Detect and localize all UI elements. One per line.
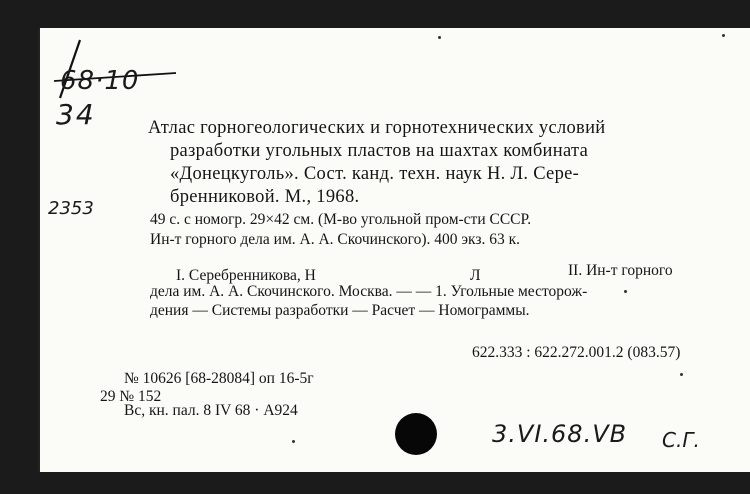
tracing-entry-1-initial: Л — [470, 267, 481, 284]
title-line-2: разработки угольных пластов на шахтах комбината — [170, 141, 589, 161]
handwritten-initials: С.Г. — [662, 428, 700, 452]
collation-line-1: 49 с. с номогр. 29×42 см. (М-во угольной пром-сти СССР. — [150, 211, 532, 228]
speck — [438, 36, 441, 39]
udc-classification: 622.333 : 622.272.001.2 (083.57) — [472, 344, 681, 361]
catalog-card — [38, 28, 750, 472]
tracing-entry-1: I. Серебренникова, Н — [176, 267, 316, 284]
service-line-1: № 10626 [68-28084] оп 16-5г — [124, 370, 314, 387]
speck — [624, 290, 627, 293]
speck — [680, 373, 683, 376]
service-line-2: 29 № 152 — [100, 388, 162, 405]
speck — [292, 440, 295, 443]
title-line-3: «Донецкуголь». Сост. канд. техн. наук Н. Л. Сере- — [170, 164, 580, 184]
title-line-1: Атлас горногеологических и горнотехнических условий — [148, 118, 606, 138]
tracing-line-3: дения — Системы разработки — Расчет — Номограммы. — [150, 302, 530, 319]
call-number-bottom: 34 — [56, 98, 96, 131]
collation-line-2: Ин-т горного дела им. А. А. Скочинского). 400 экз. 63 к. — [150, 231, 520, 248]
side-mark: 2353 — [48, 198, 94, 219]
service-line-3: Вс, кн. пал. 8 IV 68 · А924 — [124, 402, 298, 419]
call-number-top: 68·10 — [60, 66, 140, 96]
handwritten-date: 3.VI.68.VB — [492, 420, 628, 448]
punch-hole — [395, 413, 437, 455]
tracing-line-2: дела им. А. А. Скочинского. Москва. — — 1. Угольные месторож- — [150, 283, 588, 300]
speck — [722, 34, 725, 37]
title-line-4: бренниковой. М., 1968. — [170, 187, 360, 207]
tracing-entry-2: II. Ин-т горного — [568, 262, 673, 279]
